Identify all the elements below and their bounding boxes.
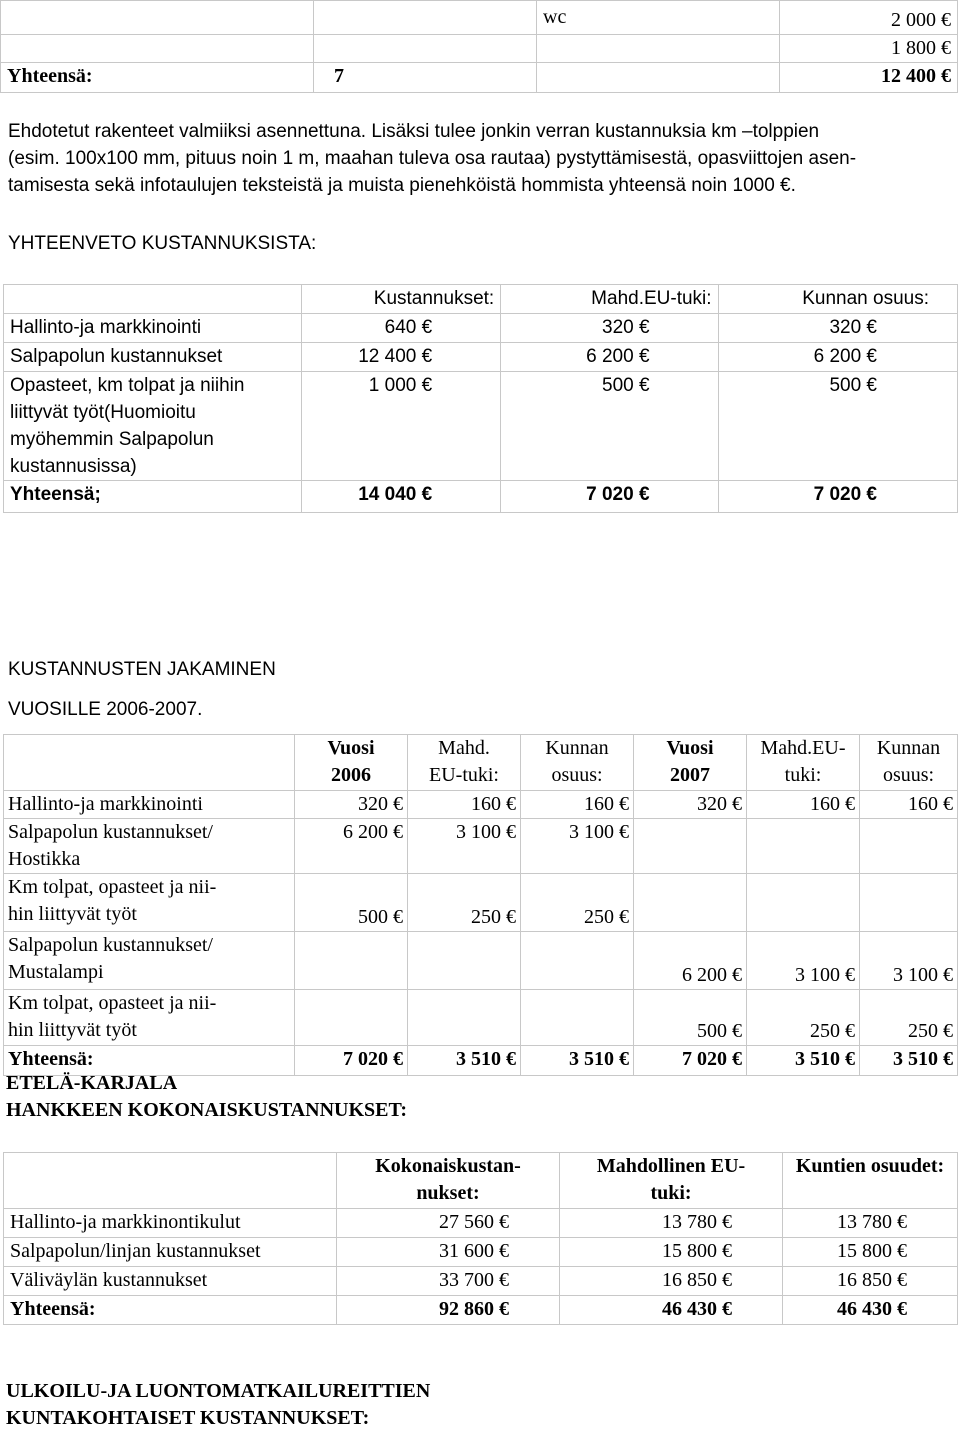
table-row: Hallinto-ja markkinointi 640 € 320 € 320 €: [4, 314, 958, 343]
project-header-row: Kokonaiskustan- nukset: Mahdollinen EU- tuki: Kuntien osuudet:: [4, 1153, 958, 1209]
wc-label: wc: [537, 1, 780, 35]
footer-heading: ULKOILU-JA LUONTOMATKAILUREITTIEN KUNTAKOHTAISET KUSTANNUKSET:: [6, 1380, 431, 1429]
summary-table: [3, 284, 958, 513]
summary-total-row: Yhteensä; 14 040 € 7 020 € 7 020 €: [4, 481, 958, 513]
project-heading: ETELÄ-KARJALA HANKKEEN KOKONAISKUSTANNUKSET:: [6, 1072, 407, 1121]
yearly-heading-1: KUSTANNUSTEN JAKAMINEN: [8, 659, 276, 680]
table-row: Salpapolun kustannukset/ Hostikka 6 200 € 3 100 € 3 100 €: [4, 819, 958, 874]
yearly-heading-2: VUOSILLE 2006-2007.: [8, 699, 203, 720]
summary-header-eu: Mahd.EU-tuki:: [501, 285, 718, 314]
table-row: Hallinto-ja markkinointi 320 € 160 € 160 € 320 € 160 € 160 €: [4, 791, 958, 819]
table-row: Salpapolun kustannukset 12 400 € 6 200 € 6 200 €: [4, 343, 958, 372]
yearly-header-row: Vuosi 2006 Mahd. EU-tuki: Kunnan osuus: Vuosi 2007 Mahd.EU- tuki: Kunnan osuus:: [4, 735, 958, 791]
table-row: Salpapolun kustannukset/ Mustalampi 6 200 € 3 100 € 3 100 €: [4, 932, 958, 990]
top-total-count: 7: [314, 63, 537, 93]
table-row: Opasteet, km tolpat ja niihin liittyvät työt(Huomioitu myöhemmin Salpapolun kustannusissa) 1 000 € 500 € 500 €: [4, 372, 958, 481]
table-row: Hallinto-ja markkinontikulut 27 560 € 13 780 € 13 780 €: [4, 1209, 958, 1238]
wc-amount: 2 000 €: [780, 1, 958, 35]
top-cost-table: [0, 0, 958, 93]
table-row: Km tolpat, opasteet ja nii- hin liittyvät työt 500 € 250 € 250 €: [4, 874, 958, 932]
table-row: Väliväylän kustannukset 33 700 € 16 850 € 16 850 €: [4, 1267, 958, 1296]
summary-header-costs: Kustannukset:: [301, 285, 500, 314]
table-row: Km tolpat, opasteet ja nii- hin liittyvät työt 500 € 250 € 250 €: [4, 990, 958, 1046]
yearly-total-row: Yhteensä: 7 020 € 3 510 € 3 510 € 7 020 € 3 510 € 3 510 €: [4, 1046, 958, 1076]
top-total-amount: 12 400 €: [780, 63, 958, 93]
yearly-table: [3, 734, 958, 1076]
project-cost-table: [3, 1152, 958, 1325]
amount-row-2: 1 800 €: [780, 35, 958, 63]
table-row: Salpapolun/linjan kustannukset 31 600 € 15 800 € 15 800 €: [4, 1238, 958, 1267]
summary-header-municipal: Kunnan osuus:: [718, 285, 957, 314]
summary-heading: YHTEENVETO KUSTANNUKSISTA:: [8, 233, 317, 254]
project-total-row: Yhteensä: 92 860 € 46 430 € 46 430 €: [4, 1296, 958, 1325]
description-paragraph: Ehdotetut rakenteet valmiiksi asennettuna. Lisäksi tulee jonkin verran kustannuksia km –tolppien (esim. 100x100 mm, pituus noin 1 m, maahan tuleva osa rautaa) pystyttämisestä, opasviittojen asen- tamisesta sekä infotaulujen teksteistä ja muista pienehköistä hommista yhteensä noin 1000 €.: [8, 121, 857, 196]
top-total-label: Yhteensä:: [1, 63, 314, 93]
